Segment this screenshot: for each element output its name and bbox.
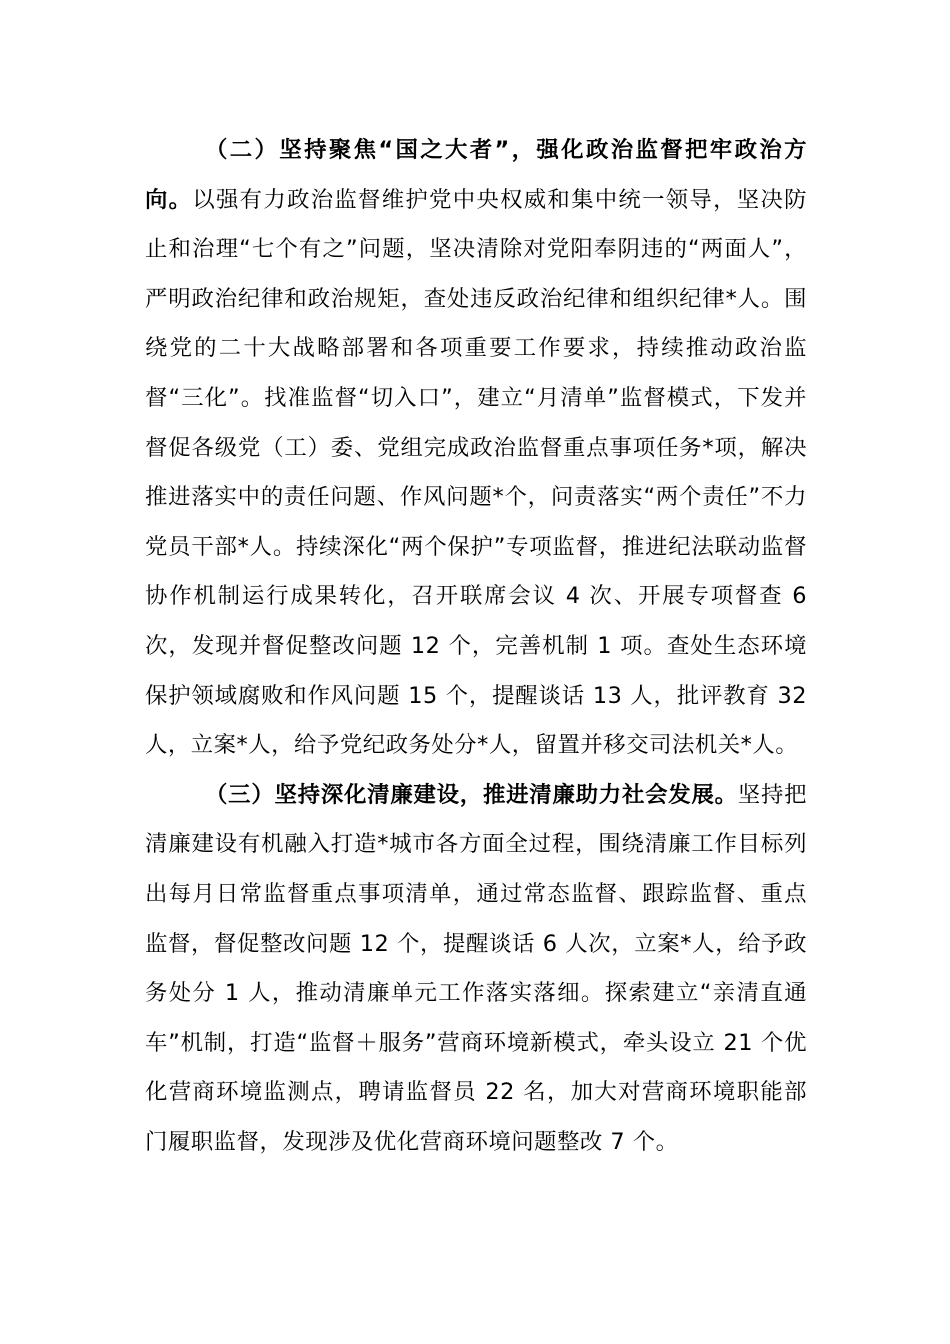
document-body — [145, 126, 807, 1167]
section-body-3: 坚持把清廉建设有机融入打造*城市各方面全过程，围绕清廉工作目标列出每月日常监督重点事项清单，通过常态监督、跟踪监督、重点监督，督促整改问题 12 个，提醒谈话 6 人次，立案*人，给予政务处分 1 人，推动清廉单元工作落实落细。探索建立“亲清直通车”机制，打造“监督＋服务”营商环境新模式，牵头设立 21 个优化营商环境监测点，聘请监督员 22 名，加大对营商环境职能部门履职监督，发现涉及优化营商环境问题整改 7 个。 — [145, 781, 808, 1155]
section-paragraph-2 — [145, 126, 807, 771]
section-paragraph-3 — [145, 771, 807, 1168]
section-body-2: 以强有力政治监督维护党中央权威和集中统一领导，坚决防止和治理“七个有之”问题，坚决清除对党阳奉阴违的“两面人”，严明政治纪律和政治规矩，查处违反政治纪律和组织纪律*人。围绕党的二十大战略部署和各项重要工作要求，持续推动政治监督“三化”。找准监督“切入口”，建立“月清单”监督模式，下发并督促各级党（工）委、党组完成政治监督重点事项任务*项，解决推进落实中的责任问题、作风问题*个，问责落实“两个责任”不力党员干部*人。持续深化“两个保护”专项监督，推进纪法联动监督协作机制运行成果转化，召开联席会议 4 次、开展专项督查 6 次，发现并督促整改问题 12 个，完善机制 1 项。查处生态环境保护领域腐败和作风问题 15 个，提醒谈话 13 人，批评教育 32 人，立案*人，给予党纪政务处分*人，留置并移交司法机关*人。 — [145, 186, 808, 759]
section-heading-3: （三）坚持深化清廉建设，推进清廉助力社会发展。 — [205, 781, 738, 808]
section-heading-2: （二）坚持聚焦“国之大者”，强化政治监督把牢政治方向。 — [145, 137, 807, 213]
